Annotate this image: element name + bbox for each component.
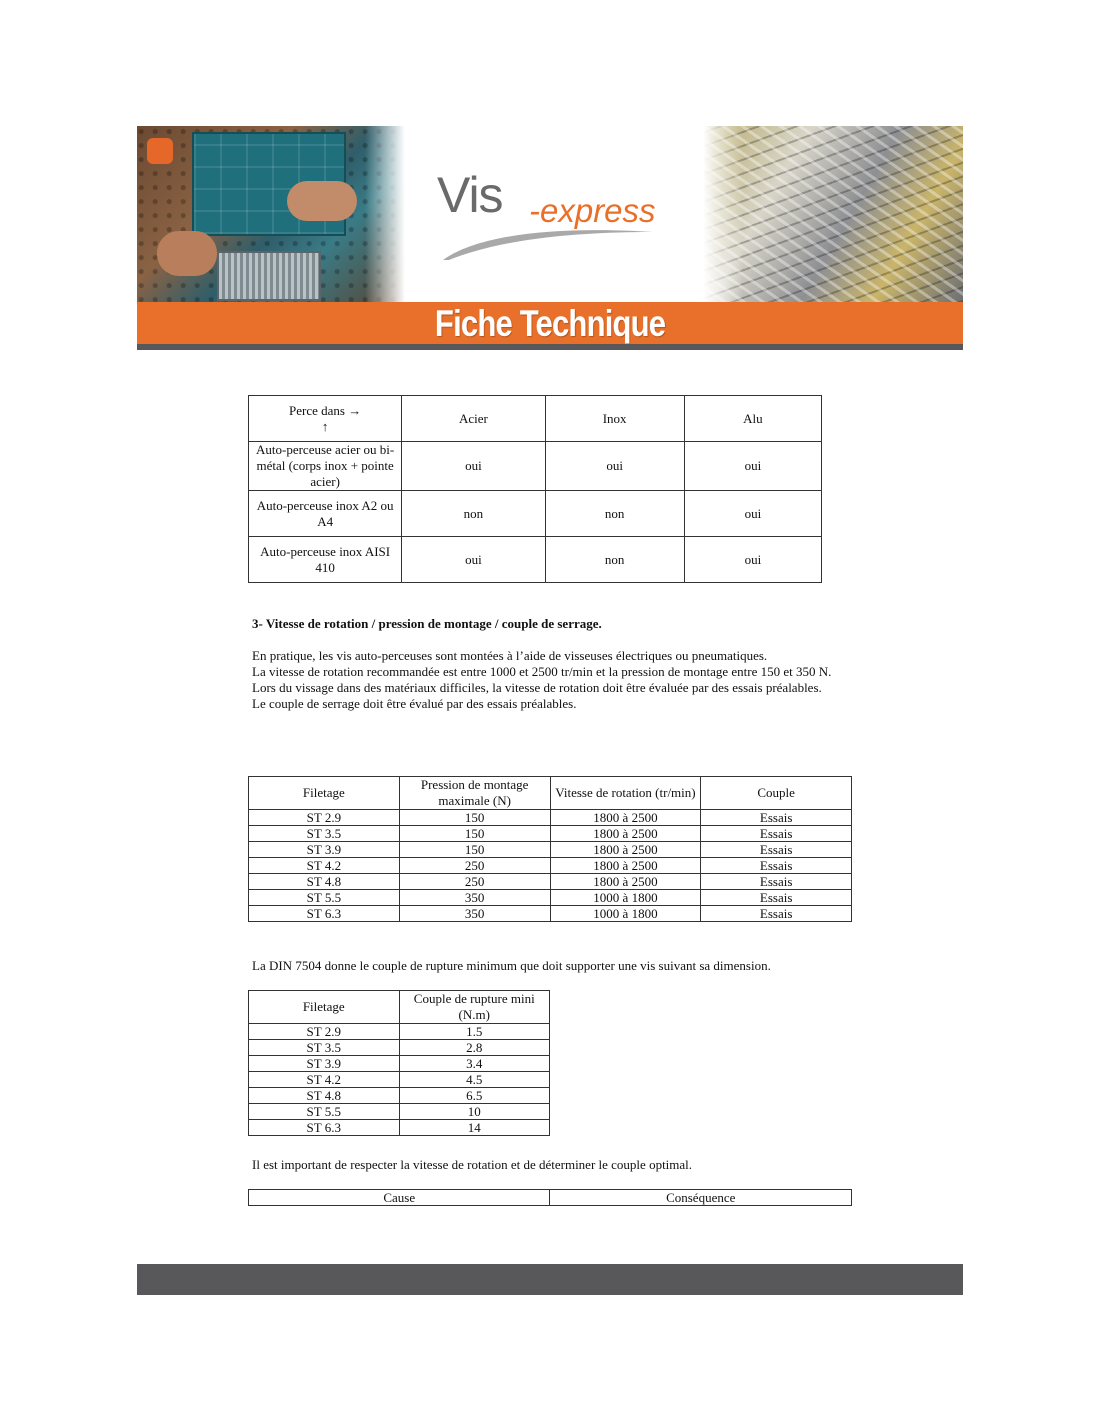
table-row (249, 1104, 550, 1120)
header-cell: Filetage (249, 777, 400, 810)
table-row (249, 1024, 550, 1040)
table-row (249, 874, 852, 890)
header-cell: Perce dans → ↑ (249, 396, 402, 442)
table-cell: 1800 à 2500 (550, 842, 701, 858)
table-cell: ST 2.9 (249, 1024, 400, 1040)
table-cell: ST 4.8 (249, 1088, 400, 1104)
table-cell: Auto-perceuse inox A2 ou A4 (249, 491, 402, 537)
table-cell: Auto-perceuse acier ou bi-métal (corps inox + pointe acier) (249, 442, 402, 491)
cause-consequence-table (248, 1189, 852, 1206)
table-cell: ST 4.2 (249, 1072, 400, 1088)
header-cell: Conséquence (550, 1190, 852, 1206)
header-cell: Cause (249, 1190, 550, 1206)
header-banner (137, 126, 963, 350)
table-row (249, 810, 852, 826)
table-cell: 350 (399, 890, 550, 906)
table-row (249, 890, 852, 906)
table-cell: ST 4.8 (249, 874, 400, 890)
table-cell: ST 6.3 (249, 1120, 400, 1136)
paragraph-line: Lors du vissage dans des matériaux difficiles, la vitesse de rotation doit être évaluée par des essais préalables. (252, 680, 822, 695)
table-cell: non (402, 491, 545, 537)
table-row (249, 1040, 550, 1056)
logo-swoosh-icon (439, 226, 659, 262)
header-cell: Couple de rupture mini (N.m) (399, 991, 549, 1024)
screws-photo (703, 126, 963, 302)
title-bar (137, 302, 963, 344)
table-row (249, 537, 822, 583)
logo-accent-text: -express (529, 192, 656, 229)
table-cell: oui (684, 491, 821, 537)
table-cell: 250 (399, 858, 550, 874)
table-cell: Essais (701, 858, 852, 874)
table-cell: ST 4.2 (249, 858, 400, 874)
table-cell: Essais (701, 890, 852, 906)
vis-express-logo (437, 166, 677, 266)
rotation-speed-table (248, 776, 852, 922)
section-heading: 3- Vitesse de rotation / pression de montage / couple de serrage. (252, 616, 602, 631)
logo-main-text: Vis (437, 167, 503, 223)
table-cell: Essais (701, 906, 852, 922)
table-row (249, 826, 852, 842)
table-cell: ST 6.3 (249, 906, 400, 922)
table-cell: ST 3.5 (249, 1040, 400, 1056)
table-cell: Essais (701, 842, 852, 858)
table-cell: 150 (399, 842, 550, 858)
table-cell: 250 (399, 874, 550, 890)
tape-measure-shape (147, 138, 173, 164)
table-header-row (249, 396, 822, 442)
table-cell: 2.8 (399, 1040, 549, 1056)
header-cell: Vitesse de rotation (tr/min) (550, 777, 701, 810)
tools-photo (137, 126, 405, 302)
table-cell: 1800 à 2500 (550, 826, 701, 842)
table-cell: oui (684, 442, 821, 491)
compatibility-table (248, 395, 822, 583)
table-row (249, 1088, 550, 1104)
table-cell: 1800 à 2500 (550, 874, 701, 890)
table-cell: 1.5 (399, 1024, 549, 1040)
table-cell: 3.4 (399, 1056, 549, 1072)
table-cell: 150 (399, 810, 550, 826)
table-cell: 1800 à 2500 (550, 810, 701, 826)
section-paragraph (252, 648, 852, 712)
table-row (249, 491, 822, 537)
din-paragraph: La DIN 7504 donne le couple de rupture minimum que doit supporter une vis suivant sa dimension. (252, 958, 771, 973)
table-row (249, 1056, 550, 1072)
table-cell: Essais (701, 826, 852, 842)
paragraph-line: En pratique, les vis auto-perceuses sont montées à l’aide de visseuses électriques ou pneumatiques. (252, 648, 768, 663)
table-header-row (249, 777, 852, 810)
banner-image-area (137, 126, 963, 302)
table-cell: 4.5 (399, 1072, 549, 1088)
table-cell: ST 3.5 (249, 826, 400, 842)
header-cell: Pression de montage maximale (N) (399, 777, 550, 810)
table-row (249, 1120, 550, 1136)
table-cell: oui (402, 442, 545, 491)
table-cell: 1800 à 2500 (550, 858, 701, 874)
header-cell: Filetage (249, 991, 400, 1024)
table-row (249, 906, 852, 922)
table-cell: Essais (701, 810, 852, 826)
table-cell: 1000 à 1800 (550, 890, 701, 906)
table-cell: 10 (399, 1104, 549, 1120)
header-cell: Alu (684, 396, 821, 442)
table-cell: 6.5 (399, 1088, 549, 1104)
hand-shape (287, 181, 357, 221)
table-cell: ST 2.9 (249, 810, 400, 826)
header-cell: Acier (402, 396, 545, 442)
banner-divider (137, 344, 963, 350)
table-cell: 350 (399, 906, 550, 922)
table-cell: ST 5.5 (249, 1104, 400, 1120)
table-cell: non (545, 537, 684, 583)
nail-tray-shape (217, 251, 321, 301)
table-cell: non (545, 491, 684, 537)
hand-shape (157, 231, 217, 276)
table-cell: ST 3.9 (249, 842, 400, 858)
table-cell: ST 5.5 (249, 890, 400, 906)
table-cell: Essais (701, 874, 852, 890)
page-title: Fiche Technique (434, 303, 666, 344)
table-cell: 14 (399, 1120, 549, 1136)
table-cell: oui (545, 442, 684, 491)
table-cell: 150 (399, 826, 550, 842)
header-cell: Couple (701, 777, 852, 810)
footer-bar (137, 1264, 963, 1295)
table-row (249, 442, 822, 491)
table-cell: oui (402, 537, 545, 583)
table-cell: 1000 à 1800 (550, 906, 701, 922)
table-cell: oui (684, 537, 821, 583)
table-header-row (249, 991, 550, 1024)
header-cell: Inox (545, 396, 684, 442)
table-row (249, 842, 852, 858)
table-cell: ST 3.9 (249, 1056, 400, 1072)
note-paragraph: Il est important de respecter la vitesse de rotation et de déterminer le couple optimal. (252, 1157, 693, 1172)
rupture-torque-table (248, 990, 550, 1136)
table-header-row (249, 1190, 852, 1206)
table-cell: Auto-perceuse inox AISI 410 (249, 537, 402, 583)
paragraph-line: La vitesse de rotation recommandée est entre 1000 et 2500 tr/min et la pression de montage entre 150 et 350 N. (252, 664, 832, 679)
table-row (249, 858, 852, 874)
paragraph-line: Le couple de serrage doit être évalué par des essais préalables. (252, 696, 577, 711)
table-row (249, 1072, 550, 1088)
